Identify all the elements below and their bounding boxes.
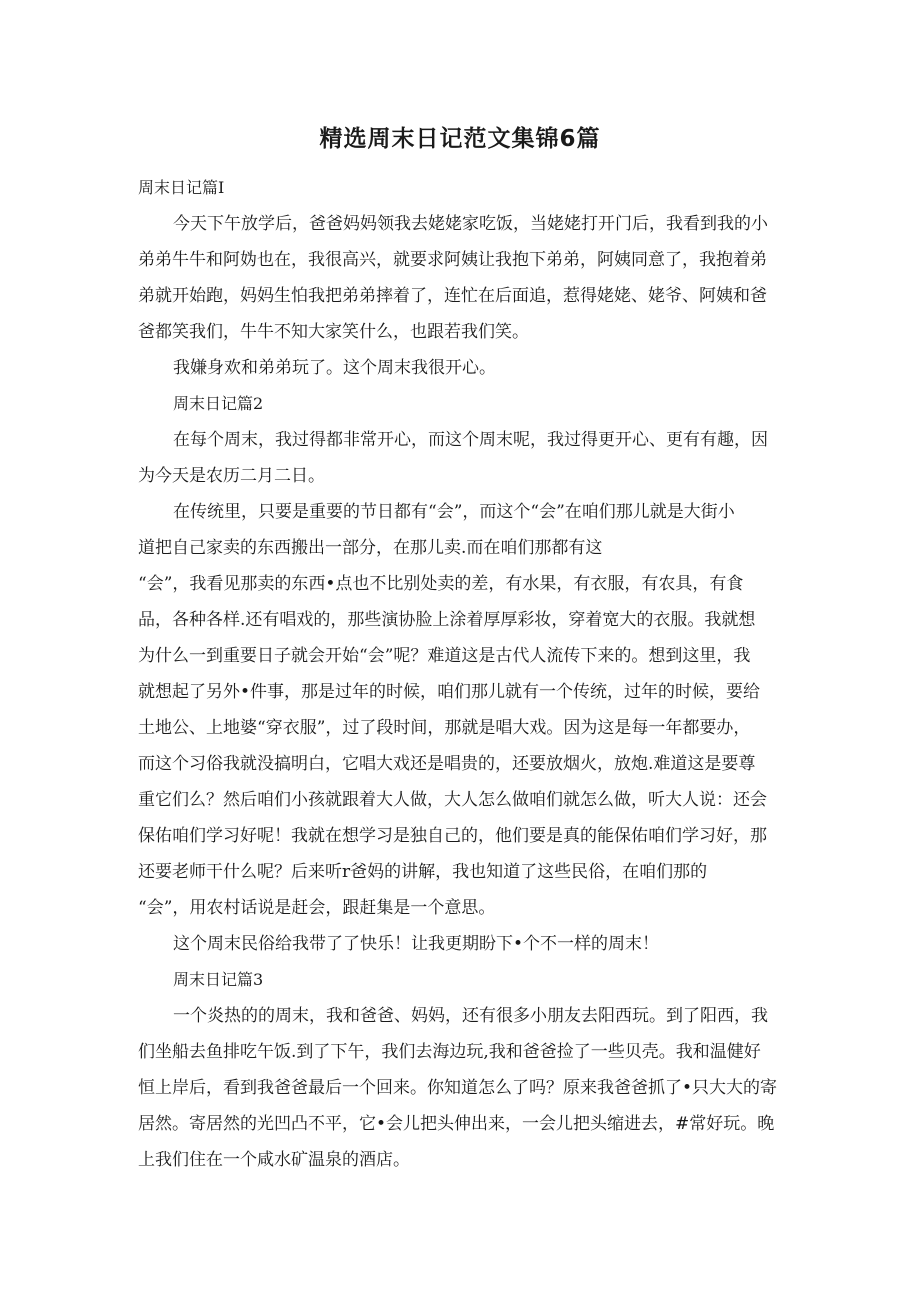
paragraph-line: 为什么一到重要日子就会开始“会”呢？难道这是古代人流传下来的。想到这里，我 <box>138 646 751 666</box>
document-title: 精选周末日记范文集锦6篇 <box>319 126 601 152</box>
paragraph-line: 保佑咱们学习好呢！我就在想学习是独自己的，他们要是真的能保佑咱们学习好，那 <box>138 826 767 846</box>
paragraph-line: 上我们住在一个咸水矿温泉的酒店。 <box>138 1150 410 1170</box>
paragraph-line: 而这个习俗我就没搞明白，它唱大戏还是唱贵的，还要放烟火，放炮.难道这是要尊 <box>138 754 756 774</box>
paragraph-line: 品，各种各样.还有唱戏的，那些演协脸上涂着厚厚彩妆，穿着宽大的衣服。我就想 <box>138 610 756 630</box>
section-heading-2: 周末日记篇2 <box>173 394 264 413</box>
paragraph-line: 一个炎热的的周末，我和爸爸、妈妈，还有很多小朋友去阳西玩。到了阳西，我 <box>173 1006 768 1026</box>
paragraph-line: 就想起了另外•件事，那是过年的时候，咱们那儿就有一个传统，过年的时候，要给 <box>138 682 761 702</box>
paragraph-line: 们坐船去鱼排吃午饭.到了下午，我们去海边玩,我和爸爸捡了一些贝壳。我和温健好 <box>138 1042 761 1062</box>
paragraph-line: 在每个周末，我过得都非常开心，而这个周末呢，我过得更开心、更有有趣，因 <box>173 430 768 450</box>
paragraph-line: 恒上岸后，看到我爸爸最后一个回来。你知道怎么了吗？原来我爸爸抓了•只大大的寄 <box>138 1078 778 1098</box>
section-heading-1: 周末日记篇I <box>138 178 225 197</box>
paragraph-line: 还要老师干什么呢？后来听r爸妈的讲解，我也知道了这些民俗，在咱们那的 <box>138 862 708 882</box>
paragraph-line: 重它们么？然后咱们小孩就跟着大人做，大人怎么做咱们就怎么做，听大人说：还会 <box>138 790 767 810</box>
paragraph-line: 道把自己家卖的东西搬出一部分，在那儿卖.而在咱们那都有这 <box>138 538 603 558</box>
paragraph-line: 弟弟牛牛和阿妫也在，我很高兴，就要求阿姨让我抱下弟弟，阿姨同意了，我抱着弟 <box>138 250 767 270</box>
paragraph-line: 这个周末民俗给我带了了快乐！让我更期盼下•个不一样的周末！ <box>173 934 660 954</box>
paragraph-line: 土地公、上地婆“穿衣服”，过了段时间，那就是唱大戏。因为这是每一年都要办， <box>138 718 751 738</box>
paragraph-line: “会”，用农村话说是赶会，跟赶集是一个意思。 <box>138 898 496 918</box>
section-heading-3: 周末日记篇3 <box>173 970 264 989</box>
paragraph-line: 为今天是农历二月二日。 <box>138 466 325 486</box>
paragraph-line: 爸都笑我们，牛牛不知大家笑什么，也跟若我们笑。 <box>138 322 529 342</box>
paragraph-line: “会”，我看见那卖的东西•点也不比别处卖的差，有水果，有衣服，有农具，有食 <box>138 574 744 594</box>
paragraph-line: 居然。寄居然的光凹凸不平，它•会儿把头伸出来，一会儿把头缩进去，#常好玩。晚 <box>138 1114 775 1134</box>
paragraph-line: 弟就开始跑，妈妈生怕我把弟弟摔着了，连忙在后面追，惹得姥姥、姥爷、阿姨和爸 <box>138 286 767 306</box>
paragraph-line: 在传统里，只要是重要的节日都有“会”，而这个“会”在咱们那儿就是大街小 <box>173 502 735 522</box>
paragraph-line: 我嫌身欢和弟弟玩了。这个周末我很开心。 <box>173 358 496 378</box>
paragraph-line: 今天下午放学后，爸爸妈妈领我去姥姥家吃饭，当姥姥打开门后，我看到我的小 <box>173 214 768 234</box>
